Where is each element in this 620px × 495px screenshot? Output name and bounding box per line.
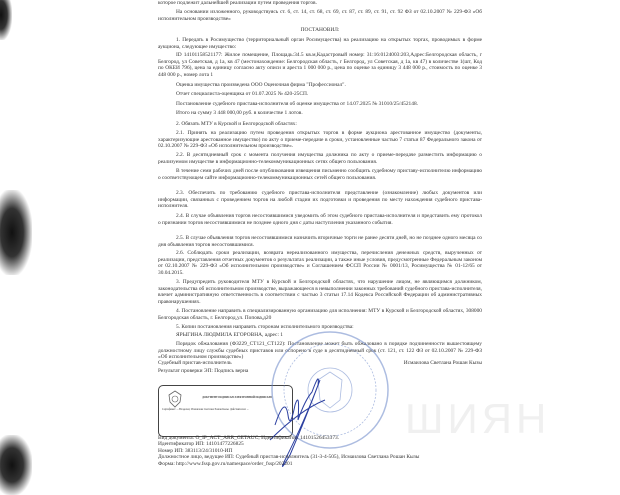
paragraph: Постановление судебного пристава-исполнителя об оценке имущества от 14.07.2025 № 31010/25/452148. [176,101,418,107]
signature-check: Результат проверки ЭП: Подпись верна [158,368,249,374]
paragraph: 5. Копии постановления направить сторонам исполнительного производства: [176,324,354,330]
paragraph: На основании изложенного, руководствуясь ст. 6, ст. 14, ст. 68, ст. 69, ст. 87, ст. 89, ст. 91, ст. 92 ФЗ от 02.10.2007 № 229-ФЗ «Об исполнительном производстве» [158,9,482,22]
official-seal [272,332,388,448]
paragraph: 2.4. В случае объявления торгов несостоявшимися уведомить об этом судебного пристава-исполнителя и представить ему протокол о признании торгов несостоявшимися не позднее одного дня с даты наступления указанного события. [158,213,482,226]
signer-role: Судебный пристав-исполнитель [158,360,232,366]
paragraph: 2. Обязать МТУ в Курской и Белгородской областях: [176,121,297,127]
footer-doc-type: Вид документа: O_IP_ACT_ARR_GETAUC; Идентификатор: 14101526453373. [158,435,340,441]
stamp-details: Сертификат: ... Владелец: Исмаилова Светлана Рошан Кызы. Действителен: ... [162,408,249,411]
paragraph: 2.1. Принять на реализацию путем проведения открытых торгов в форме аукциона арестованное имущество (документы, характеризующие арестованное имущество) по акту о приеме-передаче в сроки, установленные частью 7 статьи 87 Федерального закона от 02.10.2007 № 229-ФЗ «Об исполнительном производстве». [158,130,482,150]
footer-official: Должностное лицо, ведущее ИП: Судебный пристав-исполнитель (31-3-4-505), Исмаилова Светлана Рошан Кызы [158,454,420,460]
paragraph: 4. Постановление направить в специализированную организацию для исполнения: МТУ в Курской и Белгородской областях, 308000 Белгородская область, г. Белгород,ул. Попова,д20 [158,308,482,321]
watermark: ШИЯН [405,395,551,442]
paragraph: 2.5. В случае объявления торгов несостоявшимися назначить вторичные торги не ранее десяти дней, но не позднее одного месяца со дня объявления торгов несостоявшимися. [158,235,482,248]
paragraph: Порядок обжалования (ФЗ229_СТ121_СТ122): Постановление может быть обжаловано в порядке подчиненности вышестоящему должностному лицу службы судебных приставов или оспорено в суде в десятидневный срок (ст. 121, ст. 122 ФЗ от 02.10.2007 № 229-ФЗ «Об исполнительном производстве») [158,341,482,361]
paragraph: Оценка имущества произведена ООО Оценочная фирма "Профессионал". [176,82,346,88]
paragraph: 2.3. Обеспечить по требованию судебного пристава-исполнителя представление (ознакомление) любых документов или информации, связанных с проведением торгов на любой стадии их подготовки и проведения по месту нахождения судебного пристава-исполнителя. [158,190,482,210]
footer-form-link: Форма: http://www.fssp.gov.ru/namespace/order_fssp/202201 [158,461,293,467]
paragraph: Итого на сумму 3 448 000,00 руб. в количестве 1 лотов. [176,110,303,116]
text-line: которое подлежит дальнейшей реализации путем проведения торгов. [158,0,317,6]
paragraph: В течение семи рабочих дней после опубликования извещения письменно сообщить судебному приставу-исполнителю информацию о соответствующем сайте информационно-телекоммуникационных сетей общего пользования. [158,168,482,181]
paragraph: 2.2. В десятидневный срок с момента получения имущества должника по акту о приеме-передаче разместить информацию о реализуемом имуществе в информационно-телекоммуникационных сетях общего пользования. [158,152,482,165]
paragraph: 1. Передать в Росимущество (территориальный орган Росимущества) на реализацию на открытых торгах, проводимых в форме аукциона, следующее имущество: [158,37,482,50]
signer-name: Исмаилова Светлана Рошан Кызы [403,360,482,366]
paragraph: 2.6. Соблюдать сроки реализации, возврата нереализованного имущества, перечисления денежных средств, вырученных от реализации, представления отчетных документов о результатах реализации, а также иные условия, предусмотренные Федеральным законом от 02.10.2007 № 229-ФЗ «Об исполнительном производстве» и Соглашением ФССП России № 0001/13, Росимущества № 01-12/65 от 30.04.2015. [158,250,482,276]
footer-ip-id: Идентификатор ИП: 14101477226825 [158,441,244,447]
property-description: ID 14101158521177: Жилое помещение, Площадь:34.5 кв.м,Кадастровый номер: 31:16:0124003:203,Адрес:Белгородская область, г Белгород, ул Советская, д 1а, кв 47 (местонахождение: Белгородская область, г Белгород, ул Советская, д 1а, кв 47) в количестве 1(шт, Код по ОКЕИ 796), цена за единицу согласно акту описи и ареста 1 000 000 р., цена по оценке за единицу 3 448 000 р., стоимость по оценке 3 448 000 р., номер лота 1 [158,52,482,78]
heading: ПОСТАНОВИЛ: [300,27,340,33]
paragraph: ЯРЫГИНА ЛЮДМИЛА ЕГОРОВНА, адрес: 1 [176,332,283,338]
footer-ip-number: Номер ИП: 383113/24/31010-ИП [158,448,233,454]
paragraph: 3. Предупредить руководителя МТУ в Курской и Белгородской областях, что нарушение лицом, не являющимся должником, законодательства об исполнительном производстве, выражающееся в невыполнении законных требований судебного пристава-исполнителя, влечет административную ответственность в соответствии с частью 3 статьи 17.14 Кодекса Российской Федерации об административных правонарушениях. [158,279,482,305]
paragraph: Отчет специалиста-оценщика от 01.07.2025 № 420-25СП. [176,91,309,97]
stamp-heading: ДОКУМЕНТ ПОДПИСАН ЭЛЕКТРОННОЙ ПОДПИСЬЮ [202,396,272,399]
